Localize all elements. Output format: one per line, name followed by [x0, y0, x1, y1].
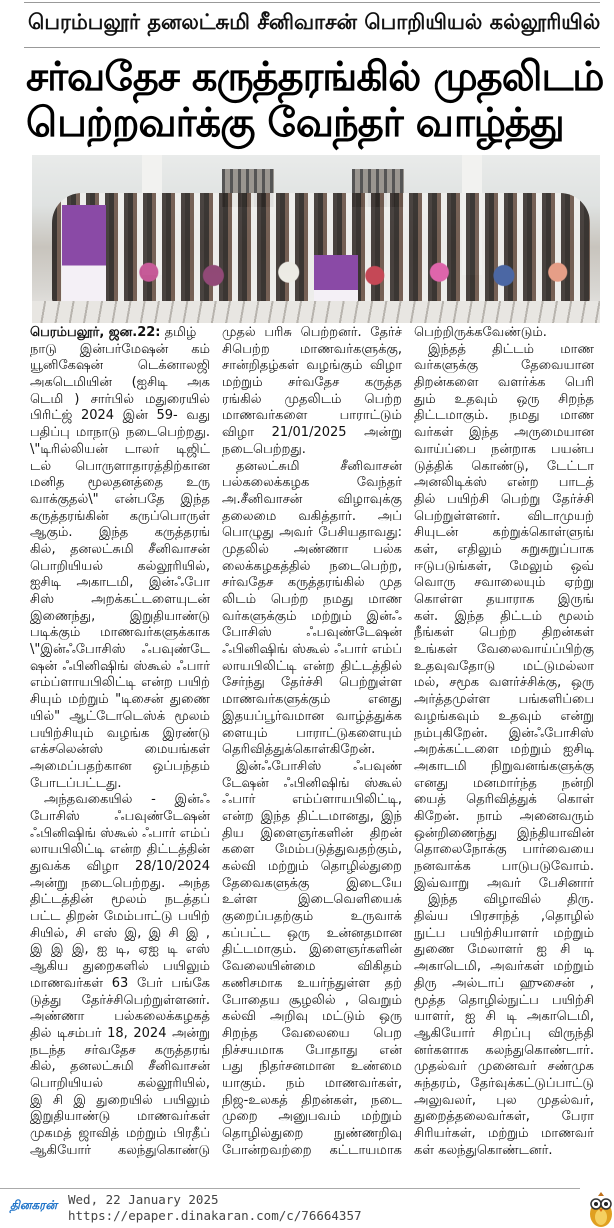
article-line: ஒன்றிணைந்து இந்தியாவின் [414, 825, 594, 841]
article-line: பயிற்சியும் வழங்க இரண்டு [30, 725, 210, 741]
article-line: போடப்பட்டது. [30, 775, 122, 791]
article-line: நடந்த சர்வதேச கருத்தரங் [30, 1042, 210, 1058]
article-line: தும் உதவும் ஒரு சிறந்த [414, 391, 594, 407]
article-line: முறை அனுபவம் மற்றும் [222, 1109, 402, 1125]
article-line: ஷன் ஃபினிஷிங் ஸ்கூல் ஃபார் [30, 658, 210, 674]
article-line: இதயப்பூர்வமான வாழ்த்துக்க [222, 708, 402, 724]
article-line: களை மேம்படுத்துவதற்கும், [222, 842, 402, 858]
article-line: பல்கலைக்கழக வேந்தர் [222, 475, 402, 491]
article-line: யைத் தெரிவித்துக் கொள் [414, 792, 594, 808]
article-line: மாணவர்களுக்கும் எனது [222, 692, 402, 708]
article-line: சர்வதேச கருத்தரங்கில் முத [222, 575, 402, 591]
article-line: எம்ப்ளாயபிலிட்டி என்ற பயிற் [30, 675, 210, 691]
article-line: ஃபினிஷிங் ஸ்கூல் ஃபார் எம்ப் [30, 825, 210, 841]
article-line: \"டிரில்லியன் டாலர் டிஜிட் [30, 441, 210, 457]
article-line: தொலைநோக்கு பார்வையை [414, 842, 594, 858]
article-line: முதலில் அண்ணா பல்க [222, 541, 402, 557]
article-line: லாயபிலிட்டி என்ற திட்டத்தின் [30, 842, 210, 858]
article-line: வொரு சவாலையும் ஏற்று [414, 575, 594, 591]
article-line: மல், சமூக வளர்ச்சிக்கு, ஒரு [414, 675, 594, 691]
article-line: நுட்ப பயிற்சியாளர் மற்றும் [414, 925, 594, 941]
article-line: மற்றும் சர்வதேச கருத்த [222, 375, 402, 391]
kicker-rule [24, 47, 600, 48]
article-line: நடைபெற்றது. [222, 441, 306, 457]
article-line: இந்த விழாவில் திரு. [428, 892, 594, 908]
headline-line-2: பெற்றவர்க்கு வேந்தர் வாழ்த்து [26, 100, 564, 146]
article-line: இவ்வாறு அவர் பேசினார் [414, 875, 594, 891]
article-line: டெமி ) சார்பில் மதுரையில் [30, 391, 210, 407]
article-line: வாக்குதல்\" என்பதே இந்த [30, 491, 210, 507]
article-line: அமைப்பதற்கான ஒப்பந்தம் [30, 758, 210, 774]
headline-line-1: சர்வதேச கருத்தரங்கில் முதலிடம் [26, 54, 604, 100]
article-line: நிச்சயமாக போதாது என் [222, 1042, 402, 1058]
article-line: வர்களுக்கு தேவையான [414, 358, 594, 374]
article-line: நீங்கள் பெற்ற திறன்கள் [414, 625, 594, 641]
article-line: லாயபிலிட்டி என்ற திட்டத்தில் [222, 658, 402, 674]
article-line: பொறியியல் கல்லூரியில், [30, 558, 210, 574]
article-line: பிரிட்ஜ் 2024 இன் 59- வது [30, 408, 210, 424]
article-line: நிஜ-உலகத் திறன்கள், நடை [222, 1092, 402, 1108]
kicker-headline: பெரம்பலூர் தனலட்சுமி சீனிவாசன் பொறியியல் கல்லூரியில் [28, 10, 601, 34]
article-line: அர்த்தமுள்ள பங்களிப்பை [414, 692, 594, 708]
article-line: கப்பட்ட ஒரு உன்னதமான [222, 925, 402, 941]
article-line: வாய்ப்பை நன்றாக பயன்ப [414, 441, 594, 457]
article-line: என்ற இந்த திட்டமானது, இந் [222, 808, 402, 824]
article-line: கணிசமாக உயர்ந்துள்ள தற் [222, 975, 402, 991]
article-line: இறுதியாண்டு மாணவர்கள் [30, 1109, 210, 1125]
footer-info [68, 1192, 362, 1224]
dinakaran-logo[interactable]: தினகரன் [10, 1198, 57, 1212]
article-line: போசிஸ் ஃபவுண்டேஷன் [222, 625, 402, 641]
article-line: அகடெமியின் (ஐசிடி அக [30, 375, 210, 391]
article-line: சியில், சி எஸ் இ, இ சி இ , [30, 925, 210, 941]
article-line: ஆகிய துறைகளில் பயிலும் [30, 959, 210, 975]
article-line: எக்சலென்ஸ் மையங்கள் [30, 742, 210, 758]
article-line: கள், எதிலும் சுறுசுறுப்பாக [414, 541, 594, 557]
article-line: திட்டத்தின் மூலம் நடத்தப் [30, 892, 210, 908]
article-line: வர்கள் இந்த அருமையான [414, 425, 594, 441]
article-line: யில்" ஆட்டோடெஸ்க் மூலம் [30, 708, 210, 724]
article-line: படிக்கும் மாணவர்களுக்காக [30, 625, 210, 641]
article-line: மனித மூலதனத்தை உரு [30, 475, 210, 491]
article-line: டல் பொருளாதாரத்திற்கான [30, 458, 210, 474]
article-line: தேவைகளுக்கு இடையே [222, 875, 402, 891]
article-line: சிறந்த வேலையை பெற [222, 1025, 402, 1041]
article-line: இ சி இ துறையில் பயிலும் [30, 1092, 210, 1108]
article-line: கள். இந்த திட்டம் மூலம் [414, 608, 594, 624]
article-line: டுத்திக் கொண்டு, டேட்டா [414, 458, 594, 474]
article-line: துவக்க விழா 28/10/2024 [30, 859, 210, 874]
article-line: மூத்த தொழில்நுட்ப பயிற்சி [414, 992, 594, 1008]
photo-floor [32, 301, 600, 323]
article-line: திட்டமாகும். இளைஞர்களின் [222, 942, 402, 958]
article-line: பெற்றிருக்கவேண்டும். [414, 325, 547, 340]
article-line: சியுடன் கற்றுக்கொள்ளுங் [414, 525, 594, 541]
article-line: அகாடெமி, அவர்கள் மற்றும் [414, 959, 594, 975]
article-line-text: தமிழ் [160, 325, 197, 340]
article-line: \"இன்ஃபோசிஸ் ஃபவுண்டே [30, 642, 210, 658]
article-line: யூனிகேஷன் டெக்னாலஜி [30, 358, 210, 374]
article-line: உதவுவதோடு மட்டுமல்லா [414, 658, 594, 674]
publication-date: Wed, 22 January 2025 [68, 1192, 219, 1207]
article-line: போதைய சூழலில் , வெறும் [222, 992, 402, 1008]
article-line: மாணவர்களை பாராட்டும் [222, 408, 402, 424]
article-line: அகாடமி நிறுவனங்களுக்கு [414, 758, 594, 774]
article-line: சிபெற்ற மாணவர்களுக்கு, [222, 341, 402, 357]
article-line: திய இளைஞர்களின் திறன் [222, 825, 402, 841]
article-line: சேர்ந்து தேர்ச்சி பெற்றுள்ள [222, 675, 402, 691]
article-line: னர்களாக கலந்துகொண்டார். [414, 1042, 594, 1058]
article-column-3 [414, 325, 594, 1159]
article-line: அனலிடிக்ஸ் என்ற பாடத் [414, 475, 594, 491]
owl-mascot-icon [588, 1190, 614, 1228]
article-line: முதல்வர் முனைவர் சண்முக [414, 1059, 594, 1075]
article-line: இன்ஃபோசிஸ் ஃபவுண் [236, 758, 402, 774]
article-line: பொறியியல் கல்லூரியில், [30, 1075, 210, 1091]
article-column-2 [222, 325, 402, 1159]
article-line [30, 325, 210, 342]
top-rule [24, 2, 600, 3]
article-line: ரங்கில் முதலிடம் பெற்ற [222, 391, 402, 407]
article-line: நம்புகிறேன். இன்ஃபோசிஸ் [414, 725, 594, 741]
article-line: தில் பயிற்சி பெற்று தேர்ச்சி [414, 491, 594, 507]
article-line: இந்தத் திட்டம் மாண [428, 341, 594, 357]
article-line: அ.சீனிவாசன் விழாவுக்கு [222, 491, 402, 507]
footer-rule [0, 1188, 580, 1189]
article-line: துறைத்தலைவர்கள், பேரா [414, 1109, 594, 1125]
article-line: பெற்றுள்ளனர். விடாமுயற் [414, 508, 594, 524]
article-line: தெரிவித்துக்கொள்கிறேன். [222, 742, 376, 758]
article-line: ளையும் பாராட்டுகளையும் [222, 725, 402, 741]
article-line: ஃபினிஷிங் ஸ்கூல் ஃபார் எம்ப் [222, 642, 402, 658]
article-line: சியும் மற்றும் "டிசைன் துணை [30, 692, 210, 708]
article-line: கில், தனலட்சுமி சீனிவாசன் [30, 1059, 210, 1075]
article-line: நாடு இன்பர்மேஷன் கம் [30, 341, 210, 357]
article-line: வேலையின்மை விகிதம் [222, 959, 402, 975]
article-line: பட்ட திறன் மேம்பாட்டு பயிற் [30, 909, 210, 925]
article-line: ஐசிடி அகாடமி, இன்ஃபோ [30, 575, 210, 591]
article-line: இ இ இ, ஐ டி, ஏஐ டி எஸ் [30, 942, 210, 958]
article-line: வர்களுக்கும் மற்றும் இன்ஃ [222, 608, 402, 624]
article-line: ஆகியோர் சிறப்பு விருந்தி [414, 1025, 594, 1041]
article-line: யாகும். நம் மாணவர்கள், [222, 1075, 402, 1091]
article-line: துணை மேலாளர் ஐ சி டி [414, 942, 594, 958]
article-line: இணைந்து, இறுதியாண்டு [30, 608, 210, 624]
article-line: திரு அல்டாப் ஹுசைன் , [414, 975, 594, 991]
group-photo [32, 155, 600, 323]
article-line: தொழில்துறை நுண்ணறிவு [222, 1126, 402, 1141]
article-column-1 [30, 325, 210, 1159]
article-line: பொழுது அவர் பேசியதாவது: [222, 525, 402, 541]
article-line: தலைமை வகித்தார். அப் [222, 508, 402, 524]
article-line: பது நிதர்சனமான உண்மை [222, 1059, 402, 1075]
article-line: கருத்தரங்கின் கருப்பொருள் [30, 508, 210, 524]
article-line: வழங்கவும் உதவும் என்று [414, 708, 594, 724]
dateline: பெரம்பலூர், ஜன.22: [30, 325, 161, 340]
article-line: உள்ள இடைவெளியைக் [222, 892, 402, 908]
article-line: குறைப்பதற்கும் உருவாக் [222, 909, 402, 925]
article-line: அலுவலர், புல முதல்வர், [414, 1092, 594, 1108]
article-line: சிரியர்கள், மற்றும் மாணவர் [414, 1126, 594, 1141]
article-line: கொள்ள தயாராக இருங் [414, 592, 594, 607]
article-line: பதிப்பு மாநாடு நடைபெற்றது. [30, 425, 210, 441]
epaper-url[interactable]: https://epaper.dinakaran.com/c/76664357 [68, 1208, 362, 1223]
article-line: அண்ணா பல்கலைக்கழகத் [30, 1009, 210, 1025]
article-line: அந்தவகையில் - இன்ஃ [44, 792, 210, 808]
article-line: டேஷன் ஃபினிஷிங் ஸ்கூல் [222, 775, 402, 791]
article-line: நனவாக்க பாடுபடுவோம். [414, 859, 594, 874]
article-line: ஆகியோர் கலந்துகொண்டு [30, 1142, 210, 1158]
article-line: ஆகும். இந்த கருத்தரங் [30, 525, 210, 541]
article-line: கல்வி அறிவு மட்டும் ஒரு [222, 1009, 402, 1025]
article-line: திறன்களை வளர்க்க பெரி [414, 375, 594, 391]
article-line: தில் டிசம்பர் 18, 2024 அன்று [30, 1025, 210, 1041]
article-line: முகமத் ஜாவித் மற்றும் பிரதீப் [30, 1126, 210, 1141]
article-line: கல்வி மற்றும் தொழில்துறை [222, 859, 402, 874]
article-line: டுத்து தேர்ச்சிபெற்றுள்ளனர். [30, 992, 210, 1008]
article-line: லைக்கழகத்தில் நடைபெற்ற, [222, 558, 402, 574]
article-line: தனலட்சுமி சீனிவாசன் [236, 458, 402, 474]
article-line: சிஸ் அறக்கட்டளையுடன் [30, 592, 210, 607]
article-line: கிறேன். நாம் அனைவரும் [414, 808, 594, 824]
article-line: லிடம் பெற்ற நமது மாண [222, 592, 402, 607]
photo-banner [62, 205, 106, 315]
article-line: கில், தனலட்சுமி சீனிவாசன் [30, 541, 210, 557]
article-line: போன்றவற்றை கட்டாயமாக [222, 1142, 402, 1158]
article-line: எனது மனமார்ந்த நன்றி [414, 775, 594, 791]
article-line: அறக்கட்டளை மற்றும் ஐசிடி [414, 742, 594, 758]
article-line: யாளர், ஐ சி டி அகாடெமி, [414, 1009, 594, 1025]
article-line: சான்றிதழ்கள் வழங்கும் விழா [222, 358, 402, 374]
article-line: போசிஸ் ஃபவுண்டேஷன் [30, 808, 210, 824]
article-line: மாணவர்கள் 63 பேர் பங்கே [30, 975, 210, 991]
article-line: விழா 21/01/2025 அன்று [222, 425, 402, 441]
article-line: ஃபார் எம்ப்ளாயபிலிட்டி, [222, 792, 402, 808]
article-line: ஈடுபடுங்கள், மேலும் ஒவ் [414, 558, 594, 574]
article-line: திவ்ய பிரசாந்த் ,தொழில் [414, 909, 594, 925]
article-line: அன்று நடைபெற்றது. அந்த [30, 875, 210, 891]
article-line: கள் கலந்துகொண்டனர். [414, 1142, 553, 1158]
article-line: திட்டமாகும். நமது மாண [414, 408, 594, 424]
article-line: உங்கள் வேலைவாய்ப்பிற்கு [414, 642, 594, 658]
article-line: முதல் பரிசு பெற்றனர். தேர்ச் [222, 325, 402, 340]
article-line: சுந்தரம், தேர்வுக்கட்டுப்பாட்டு [414, 1075, 594, 1091]
